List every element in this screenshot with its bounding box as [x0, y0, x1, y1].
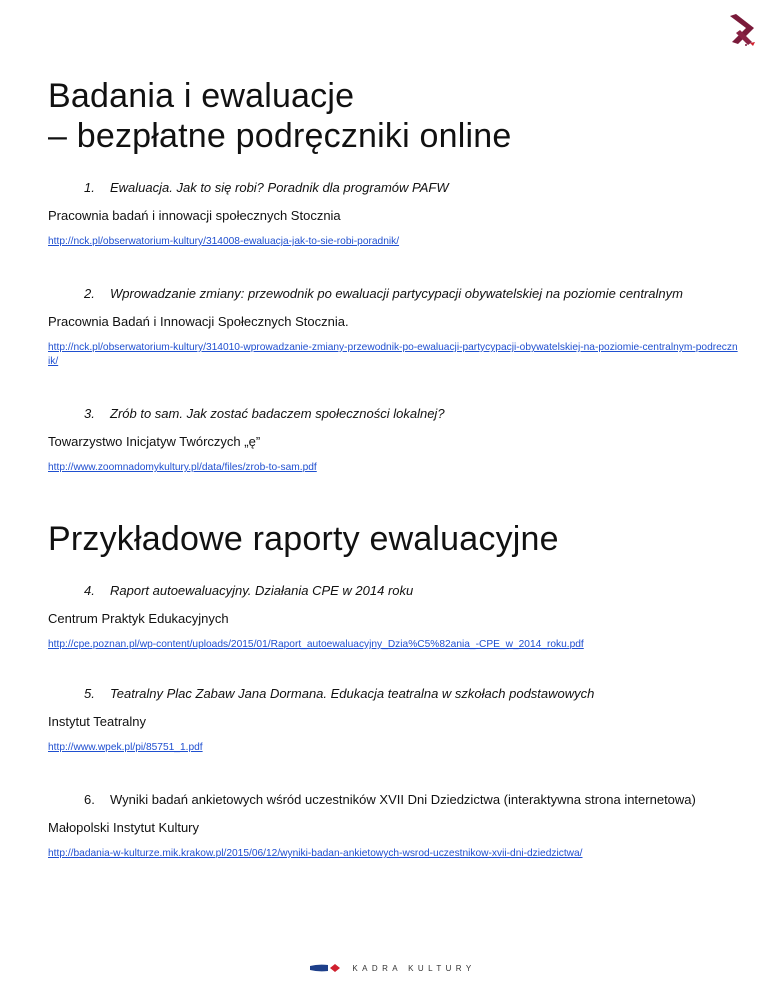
heading-line-2: – bezpłatne podręczniki online — [48, 117, 512, 155]
heading-line-1: Badania i ewaluacje — [48, 77, 355, 115]
item-title — [84, 286, 738, 302]
item-title-text: Ewaluacja. Jak to się robi? Poradnik dla programów PAFW — [110, 180, 449, 195]
item-number: 3. — [84, 406, 95, 421]
item-organization: Pracownia Badań i Innowacji Społecznych Stocznia. — [48, 314, 349, 329]
item-organization: Małopolski Instytut Kultury — [48, 820, 200, 835]
list-item — [48, 286, 738, 369]
item-link[interactable]: http://nck.pl/obserwatorium-kultury/314008-ewaluacja-jak-to-sie-robi-poradnik/ — [48, 236, 400, 247]
item-title-text: Wyniki badań ankietowych wśród uczestników XVII Dni Dziedzictwa (interaktywna strona internetowa) — [110, 792, 696, 807]
item-organization: Instytut Teatralny — [48, 714, 147, 729]
item-number: 1. — [84, 180, 95, 195]
item-number: 6. — [84, 792, 95, 807]
item-title-text: Zrób to sam. Jak zostać badaczem społeczności lokalnej? — [110, 406, 445, 421]
item-organization: Towarzystwo Inicjatyw Twórczych „ę” — [48, 434, 261, 449]
item-number: 5. — [84, 686, 95, 701]
footer-brand — [308, 963, 475, 973]
item-title — [84, 180, 738, 196]
footer — [0, 963, 768, 973]
item-link[interactable]: http://nck.pl/obserwatorium-kultury/314010-wprowadzanie-zmiany-przewodnik-po-ewaluacji-partycypacji-obywatelskiej-na-poziomie-centralnym-podrecznik/ — [48, 342, 738, 367]
item-link[interactable]: http://www.wpek.pl/pi/85751_1.pdf — [48, 742, 203, 753]
item-title-text: Teatralny Plac Zabaw Jana Dormana. Edukacja teatralna w szkołach podstawowych — [110, 686, 595, 701]
item-title — [84, 583, 738, 599]
list-item — [48, 686, 738, 755]
list-item — [48, 180, 738, 249]
item-title — [84, 406, 738, 422]
item-number: 2. — [84, 286, 95, 301]
item-link[interactable]: http://www.zoomnadomykultury.pl/data/files/zrob-to-sam.pdf — [48, 462, 317, 473]
item-title — [84, 686, 738, 702]
item-number: 4. — [84, 583, 95, 598]
list-item — [48, 406, 738, 475]
item-title-text: Raport autoewaluacyjny. Działania CPE w 2014 roku — [110, 583, 414, 598]
item-organization: Centrum Praktyk Edukacyjnych — [48, 611, 229, 626]
section-heading-reports: Przykładowe raporty ewaluacyjne — [48, 520, 559, 558]
list-item — [48, 583, 738, 652]
footer-brand-text: KADRA KULTURY — [352, 963, 476, 973]
section-heading-manuals — [48, 76, 511, 156]
item-organization: Pracownia badań i innowacji społecznych Stocznia — [48, 208, 341, 223]
item-title — [84, 792, 738, 808]
list-item — [48, 792, 738, 861]
item-link[interactable]: http://cpe.poznan.pl/wp-content/uploads/2015/01/Raport_autoewaluacyjny_Dzia%C5%82ania_-CPE_w_2014_roku.pdf — [48, 639, 584, 650]
item-title-text: Wprowadzanie zmiany: przewodnik po ewaluacji partycypacji obywatelskiej na poziomie centralnym — [110, 286, 683, 301]
item-link[interactable]: http://badania-w-kulturze.mik.krakow.pl/2015/06/12/wyniki-badan-ankietowych-wsrod-uczestnikow-xvii-dni-dziedzictwa/ — [48, 848, 583, 859]
logo-icon — [726, 12, 758, 48]
brand-mark-icon — [308, 963, 342, 973]
